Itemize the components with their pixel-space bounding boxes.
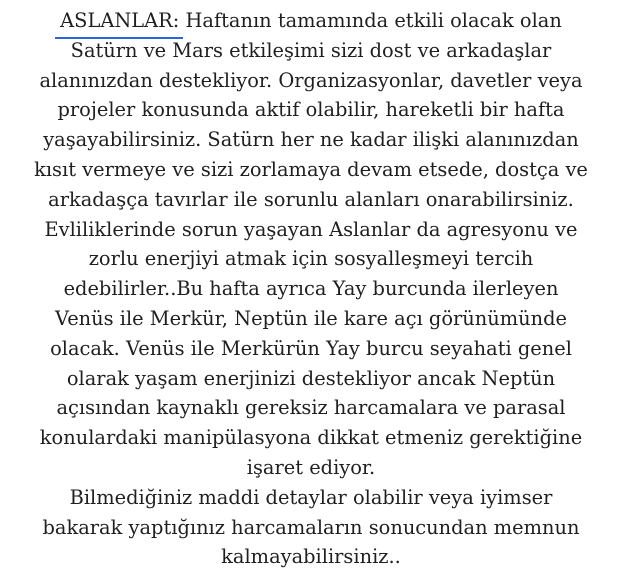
sign-heading: ASLANLAR: — [60, 6, 179, 36]
text-line-13: olarak yaşam enerjinizi destekliyor ancak Neptün — [66, 366, 556, 390]
text-line-4: projeler konusunda aktif olabilir, hareketli bir hafta — [57, 98, 565, 122]
text-line-9: zorlu enerjiyi atmak için sosyalleşmeyi tercih — [88, 247, 534, 271]
text-line-6: kısıt vermeye ve sizi zorlamaya devam etsede, dostça ve — [34, 157, 588, 181]
text-line-8: Evliliklerinde sorun yaşayan Aslanlar da agresyonu ve — [44, 217, 578, 241]
text-line-11: Venüs ile Merkür, Neptün ile kare açı görünümünde — [54, 306, 568, 330]
text-line-5: yaşayabilirsiniz. Satürn her ne kadar ilişki alanınızdan — [43, 128, 579, 152]
text-line-2: Satürn ve Mars etkileşimi sizi dost ve arkadaşlar — [70, 38, 552, 62]
text-line-3: alanınızdan destekliyor. Organizasyonlar, davetler veya — [39, 68, 583, 92]
text-line-1-rest: Haftanın tamamında etkili olacak olan — [179, 9, 562, 32]
text-line-16: işaret ediyor. — [246, 455, 376, 479]
text-line-18: bakarak yaptığınız harcamaların sonucundan memnun — [42, 515, 580, 539]
text-line-12: olacak. Venüs ile Merkürün Yay burcu seyahati genel — [50, 336, 572, 360]
text-line-15: konulardaki manipülasyona dikkat etmeniz gerektiğine — [39, 426, 583, 450]
text-line-10: edebilirler..Bu hafta ayrıca Yay burcunda ilerleyen — [63, 277, 559, 301]
text-line-19: kalmayabilirsiniz.. — [221, 545, 401, 569]
text-line-17: Bilmediğiniz maddi detaylar olabilir veya iyimser — [69, 485, 553, 509]
text-line-7: arkadaşça tavırlar ile sorunlu alanları onarabilirsiniz. — [48, 187, 574, 211]
text-line-14: açısından kaynaklı gereksiz harcamalara ve parasal — [56, 396, 566, 420]
text-line-1 — [8, 6, 614, 36]
